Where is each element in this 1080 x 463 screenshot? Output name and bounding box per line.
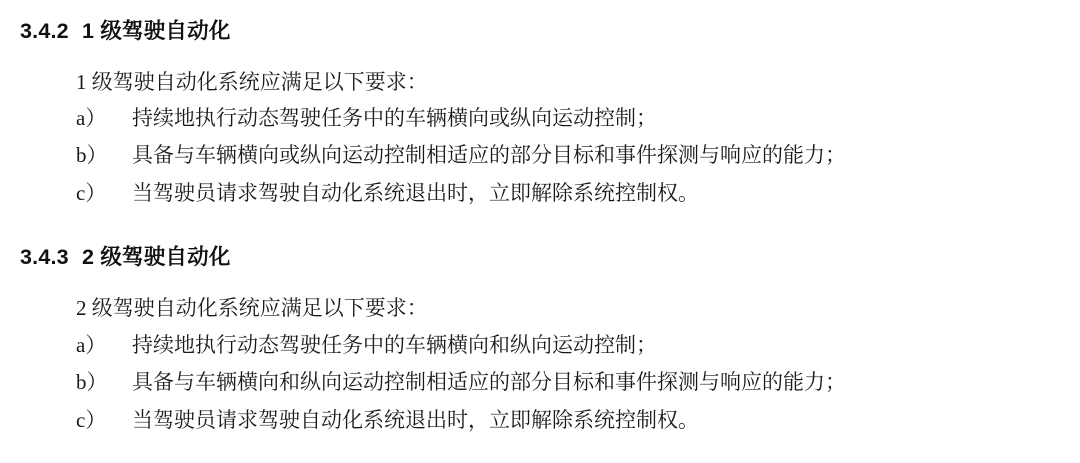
list-item [76,145,846,166]
list-item-text: 具备与车辆横向和纵向运动控制相适应的部分目标和事件探测与响应的能力； [132,370,846,394]
list-item-marker: b） [76,370,108,394]
list-item-text: 持续地执行动态驾驶任务中的车辆横向和纵向运动控制； [132,333,657,357]
section-heading [20,240,231,271]
section-number: 3.4.3 [20,245,69,269]
list-item-marker: b） [76,143,108,167]
list-item-text: 持续地执行动态驾驶任务中的车辆横向或纵向运动控制； [132,106,657,130]
list-item-marker: c） [76,408,107,432]
section-title: 1 级驾驶自动化 [82,19,231,43]
section-lead-in-text: 2 级驾驶自动化系统应满足以下要求： [76,296,428,320]
list-item [76,335,657,356]
list-item-marker: c） [76,181,107,205]
section-lead-in-text: 1 级驾驶自动化系统应满足以下要求： [76,70,428,94]
list-item-text: 具备与车辆横向或纵向运动控制相适应的部分目标和事件探测与响应的能力； [132,143,846,167]
section-title: 2 级驾驶自动化 [82,245,231,269]
section-heading [20,14,231,45]
list-item-text: 当驾驶员请求驾驶自动化系统退出时，立即解除系统控制权。 [132,408,699,432]
list-item [76,410,699,431]
list-item-marker: a） [76,333,107,357]
list-item [76,108,657,129]
list-item-text: 当驾驶员请求驾驶自动化系统退出时，立即解除系统控制权。 [132,181,699,205]
list-item [76,183,699,204]
list-item [76,372,846,393]
list-item-marker: a） [76,106,107,130]
section-number: 3.4.2 [20,19,69,43]
